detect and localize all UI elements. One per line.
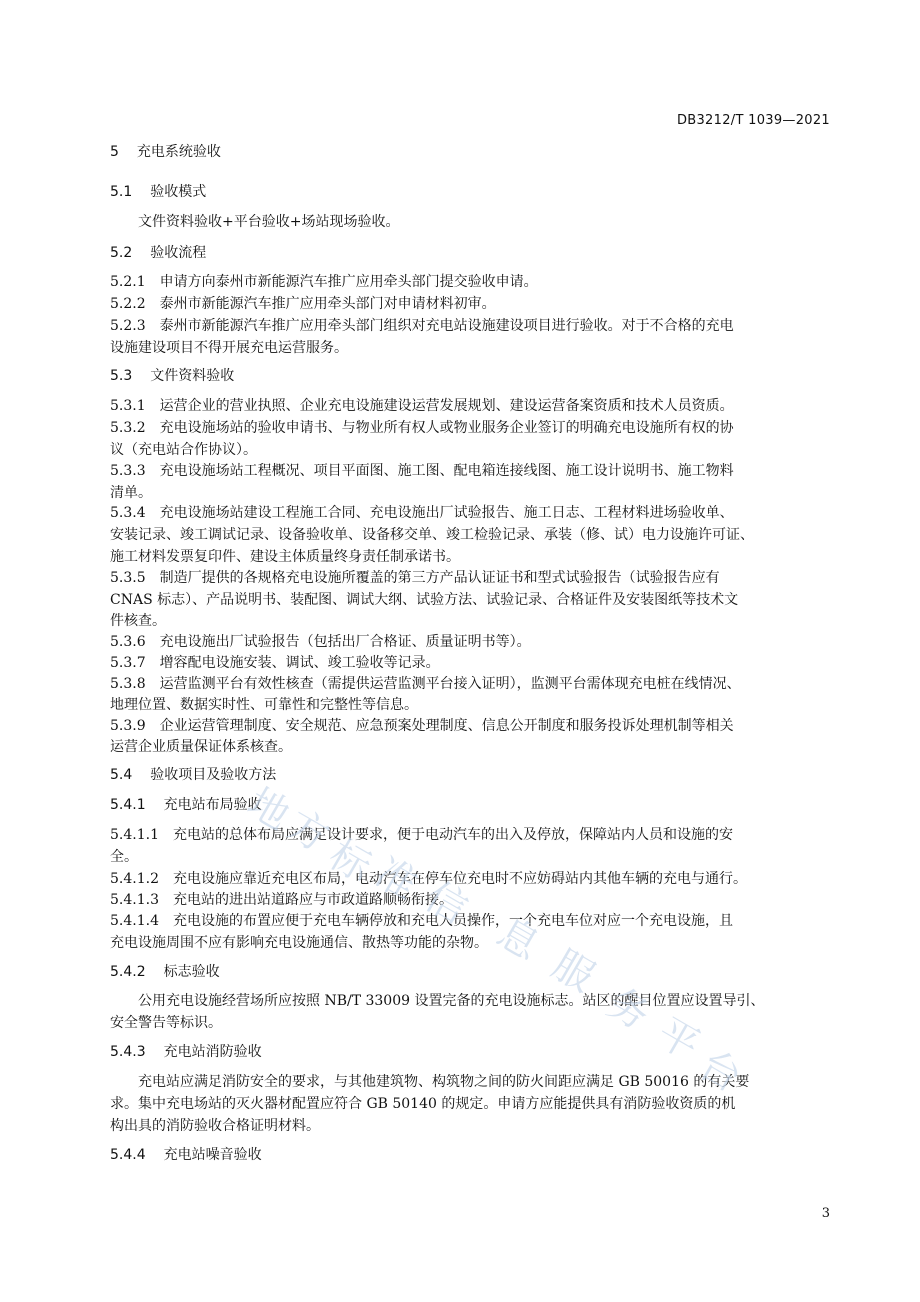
paragraph-line [110, 1072, 749, 1092]
clause-number: 5.4.1.4 [110, 913, 159, 929]
clause-text: 制造厂提供的各规格充电设施所覆盖的第三方产品认证证书和型式试验报告（试验报告应有 [159, 570, 720, 586]
clause-text: 充电站布局验收 [163, 797, 262, 813]
paragraph-line [110, 590, 738, 610]
clause-number: 5 [110, 144, 119, 160]
section-heading [110, 366, 234, 386]
clause-number: 5.3.7 [110, 655, 146, 671]
paragraph-line [110, 418, 734, 438]
watermark-char: 方 [279, 801, 338, 862]
paragraph-line [110, 503, 734, 523]
watermark-char: 服 [544, 941, 603, 1002]
paragraph-line [110, 396, 734, 416]
clause-text: 设施建设项目不得开展充电运营服务。 [110, 340, 348, 356]
section-heading [110, 142, 221, 162]
section-heading [110, 1042, 262, 1062]
clause-number: 5.4 [110, 767, 133, 783]
document-code: DB3212/T 1039—2021 [676, 113, 830, 128]
clause-text: 件核查。 [110, 613, 166, 629]
clause-text: 充电设施场站工程概况、项目平面图、施工图、配电箱连接线图、施工设计说明书、施工物料 [159, 463, 734, 479]
clause-text: 充电设施出厂试验报告（包括出厂合格证、质量证明书等）。 [159, 634, 531, 650]
paragraph-line [110, 825, 733, 845]
paragraph-line [110, 272, 538, 292]
paragraph-line [110, 653, 440, 673]
clause-number: 5.1 [110, 184, 133, 200]
watermark-char: 地 [239, 779, 298, 840]
paragraph-line [110, 294, 496, 314]
paragraph-line [110, 933, 488, 953]
clause-number: 5.3.9 [110, 718, 146, 734]
section-heading [110, 765, 276, 785]
clause-number: 5.4.1.1 [110, 827, 159, 843]
clause-number: 5.3.6 [110, 634, 146, 650]
clause-number: 5.2.1 [110, 274, 146, 290]
clause-number: 5.3.5 [110, 570, 146, 586]
clause-text: 充电站消防验收 [163, 1044, 262, 1060]
clause-text: 充电设施的布置应便于充电车辆停放和充电人员操作，一个充电车位对应一个充电设施，且 [172, 913, 733, 929]
watermark-char: 息 [489, 909, 548, 970]
section-heading [110, 962, 220, 982]
clause-number: 5.2.3 [110, 318, 146, 334]
clause-text: 充电设施应靠近充电区布局，电动汽车在停车位充电时不应妨碍站内其他车辆的充电与通行。 [172, 871, 747, 887]
clause-text: 充电设施场站的验收申请书、与物业所有权人或物业服务企业签订的明确充电设施所有权的协 [159, 420, 734, 436]
paragraph-line [110, 212, 399, 232]
clause-text: 地理位置、数据实时性、可靠性和完整性等信息。 [110, 697, 418, 713]
clause-text: 充电站噪音验收 [163, 1147, 262, 1163]
section-heading [110, 1145, 262, 1165]
watermark-char: 信 [417, 873, 476, 934]
clause-number: 5.2 [110, 245, 133, 261]
paragraph-line [110, 440, 257, 460]
clause-text: 议（充电站合作协议）。 [110, 442, 257, 458]
paragraph-line [110, 338, 348, 358]
paragraph-line [110, 737, 292, 757]
clause-text: 标志验收 [163, 964, 220, 980]
paragraph-line [110, 869, 747, 889]
watermark-char: 准 [367, 849, 426, 910]
clause-number: 5.2.2 [110, 296, 146, 312]
section-heading [110, 795, 262, 815]
clause-number: 5.4.2 [110, 964, 146, 980]
clause-number: 5.3.2 [110, 420, 146, 436]
clause-text: 验收流程 [150, 245, 207, 261]
clause-number: 5.4.3 [110, 1044, 146, 1060]
clause-text: 运营企业的营业执照、企业充电设施建设运营发展规划、建设运营备案资质和技术人员资质。 [159, 398, 734, 414]
clause-text: 验收项目及验收方法 [150, 767, 277, 783]
paragraph-line [110, 911, 733, 931]
clause-text: 构出具的消防验收合格证明材料。 [110, 1118, 320, 1134]
clause-text: 申请方向泰州市新能源汽车推广应用牵头部门提交验收申请。 [159, 274, 538, 290]
section-heading [110, 182, 206, 202]
paragraph-line [110, 847, 138, 867]
clause-text: 施工材料发票复印件、建设主体质量终身责任制承诺书。 [110, 549, 460, 565]
paragraph-line [110, 525, 754, 545]
paragraph-line [110, 674, 741, 694]
clause-text: 充电设施周围不应有影响充电设施通信、散热等功能的杂物。 [110, 935, 488, 951]
watermark-char: 台 [691, 1041, 750, 1102]
clause-text: 充电设施场站建设工程施工合同、充电设施出厂试验报告、施工日志、工程材料进场验收单、 [159, 505, 734, 521]
clause-number: 5.3.1 [110, 398, 146, 414]
paragraph-line [110, 991, 764, 1011]
clause-number: 5.3.3 [110, 463, 146, 479]
watermark-char: 标 [321, 831, 380, 892]
clause-number: 5.3.8 [110, 676, 146, 692]
paragraph-line [110, 547, 460, 567]
clause-text: 充电站的进出站道路应与市政道路顺畅衔接。 [172, 892, 453, 908]
paragraph-line [110, 1116, 320, 1136]
paragraph-line [110, 632, 531, 652]
clause-number: 5.3.4 [110, 505, 146, 521]
watermark-char: 平 [649, 1009, 708, 1070]
paragraph-line [110, 568, 720, 588]
clause-number: 5.4.1.2 [110, 871, 159, 887]
clause-text: 安全警告等标识。 [110, 1015, 222, 1031]
clause-text: 文件资料验收+平台验收+场站现场验收。 [138, 214, 400, 230]
clause-text: 运营企业质量保证体系核查。 [110, 739, 292, 755]
clause-text: 验收模式 [150, 184, 207, 200]
clause-text: 企业运营管理制度、安全规范、应急预案处理制度、信息公开制度和服务投诉处理机制等相关 [159, 718, 734, 734]
paragraph-line [110, 716, 734, 736]
clause-number: 5.4.4 [110, 1147, 146, 1163]
clause-text: 安装记录、竣工调试记录、设备验收单、设备移交单、竣工检验记录、承装（修、试）电力设施许可证、 [110, 527, 754, 543]
clause-text: 充电站的总体布局应满足设计要求，便于电动汽车的出入及停放，保障站内人员和设施的安 [172, 827, 733, 843]
paragraph-line [110, 316, 734, 336]
clause-text: 泰州市新能源汽车推广应用牵头部门组织对充电站设施建设项目进行验收。对于不合格的充电 [159, 318, 734, 334]
clause-text: 清单。 [110, 485, 152, 501]
clause-text: 求。集中充电场站的灭火器材配置应符合 GB 50140 的规定。申请方应能提供具有消防验收资质的机 [110, 1096, 736, 1112]
section-heading [110, 243, 206, 263]
clause-text: 增容配电设施安装、调试、竣工验收等记录。 [159, 655, 440, 671]
clause-text: 充电系统验收 [136, 144, 221, 160]
clause-text: 充电站应满足消防安全的要求，与其他建筑物、构筑物之间的防火间距应满足 GB 50016 的有关要 [138, 1074, 750, 1090]
clause-text: 公用充电设施经营场所应按照 NB/T 33009 设置完备的充电设施标志。站区的醒目位置应设置导引、 [138, 993, 765, 1009]
clause-text: 文件资料验收 [150, 368, 235, 384]
paragraph-line [110, 890, 453, 910]
paragraph-line [110, 1094, 735, 1114]
paragraph-line [110, 611, 166, 631]
clause-number: 5.3 [110, 368, 133, 384]
paragraph-line [110, 1013, 222, 1033]
clause-number: 5.4.1 [110, 797, 146, 813]
paragraph-line [110, 695, 418, 715]
clause-number: 5.4.1.3 [110, 892, 159, 908]
page-number: 3 [821, 1206, 830, 1221]
paragraph-line [110, 483, 152, 503]
clause-text: 泰州市新能源汽车推广应用牵头部门对申请材料初审。 [159, 296, 496, 312]
paragraph-line [110, 461, 734, 481]
clause-text: 运营监测平台有效性核查（需提供运营监测平台接入证明），监测平台需体现充电桩在线情况、 [159, 676, 741, 692]
clause-text: 全。 [110, 849, 138, 865]
watermark-char: 务 [599, 979, 658, 1040]
clause-text: CNAS 标志）、产品说明书、装配图、调试大纲、试验方法、试验记录、合格证件及安装图纸等技术文 [110, 592, 739, 608]
